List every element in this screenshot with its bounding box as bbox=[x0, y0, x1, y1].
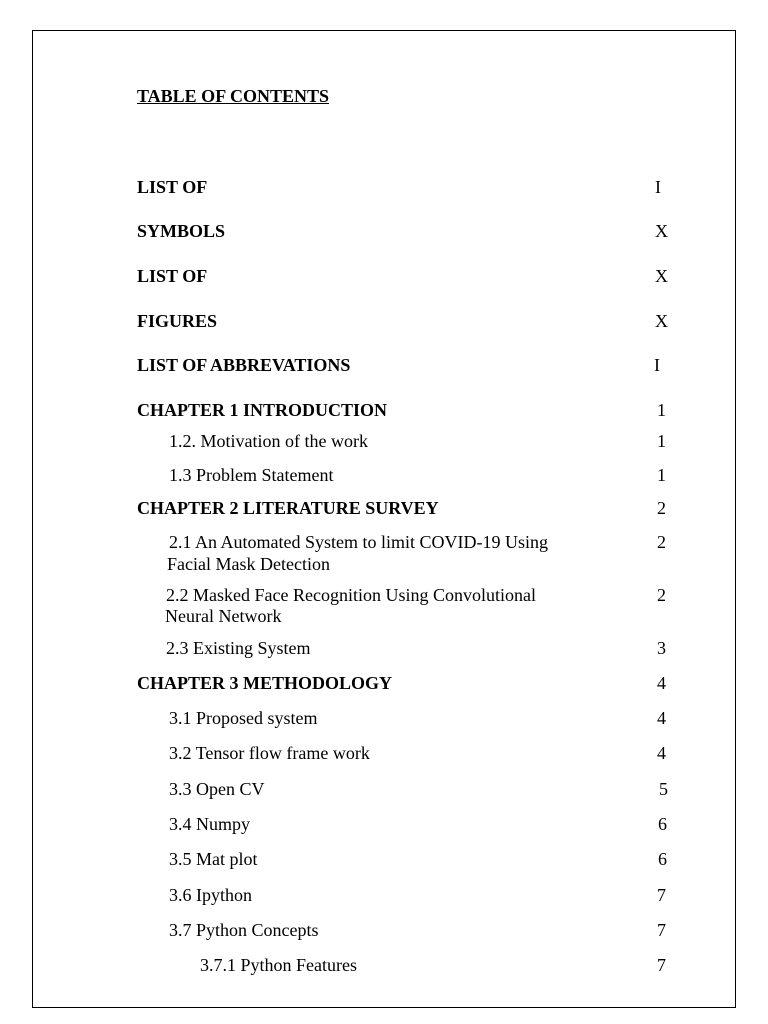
toc-section: 1.3 Problem Statement bbox=[169, 465, 334, 485]
toc-page-number: 3 bbox=[657, 638, 666, 658]
toc-entry: LIST OF bbox=[137, 266, 208, 286]
toc-page-number: X bbox=[655, 311, 668, 331]
toc-page-number: 4 bbox=[657, 743, 666, 763]
toc-title: TABLE OF CONTENTS bbox=[137, 86, 330, 106]
toc-page-number: 4 bbox=[657, 708, 666, 728]
toc-entry: LIST OF bbox=[137, 177, 208, 197]
toc-section: 2.1 An Automated System to limit COVID-19 Using bbox=[169, 532, 549, 552]
toc-entry: SYMBOLS bbox=[137, 221, 226, 241]
toc-page-number: 2 bbox=[657, 532, 666, 552]
toc-page-number: I bbox=[655, 177, 661, 197]
toc-section: 3.3 Open CV bbox=[169, 779, 265, 799]
toc-page-number: 2 bbox=[657, 585, 666, 605]
toc-page-number: 6 bbox=[658, 814, 667, 834]
toc-entry: FIGURES bbox=[137, 311, 218, 331]
toc-chapter: CHAPTER 2 LITERATURE SURVEY bbox=[137, 498, 439, 518]
toc-page-number: 1 bbox=[657, 431, 666, 451]
toc-entry: LIST OF ABBREVATIONS bbox=[137, 355, 351, 375]
toc-chapter: CHAPTER 1 INTRODUCTION bbox=[137, 400, 388, 420]
toc-page-number: 4 bbox=[657, 673, 666, 693]
toc-page-number: I bbox=[654, 355, 660, 375]
toc-chapter: CHAPTER 3 METHODOLOGY bbox=[137, 673, 393, 693]
toc-section: 3.1 Proposed system bbox=[169, 708, 318, 728]
toc-page-number: 5 bbox=[659, 779, 668, 799]
toc-section-continued: Neural Network bbox=[165, 606, 282, 626]
toc-section-continued: Facial Mask Detection bbox=[167, 554, 330, 574]
toc-page-number: 6 bbox=[658, 849, 667, 869]
toc-subsection: 3.7.1 Python Features bbox=[200, 955, 357, 975]
toc-section: 1.2. Motivation of the work bbox=[169, 431, 368, 451]
toc-section: 3.2 Tensor flow frame work bbox=[169, 743, 370, 763]
toc-page-number: X bbox=[655, 221, 668, 241]
toc-page-number: 7 bbox=[657, 920, 666, 940]
toc-section: 3.6 Ipython bbox=[169, 885, 252, 905]
toc-section: 3.4 Numpy bbox=[169, 814, 250, 834]
toc-page-number: 7 bbox=[657, 885, 666, 905]
toc-page-number: 7 bbox=[657, 955, 666, 975]
toc-page-number: 1 bbox=[657, 400, 666, 420]
toc-page-number: 1 bbox=[657, 465, 666, 485]
toc-section: 2.2 Masked Face Recognition Using Convolutional bbox=[166, 585, 536, 605]
toc-page-number: 2 bbox=[657, 498, 666, 518]
toc-section: 2.3 Existing System bbox=[166, 638, 311, 658]
toc-page-number: X bbox=[655, 266, 668, 286]
toc-section: 3.7 Python Concepts bbox=[169, 920, 319, 940]
toc-section: 3.5 Mat plot bbox=[169, 849, 258, 869]
